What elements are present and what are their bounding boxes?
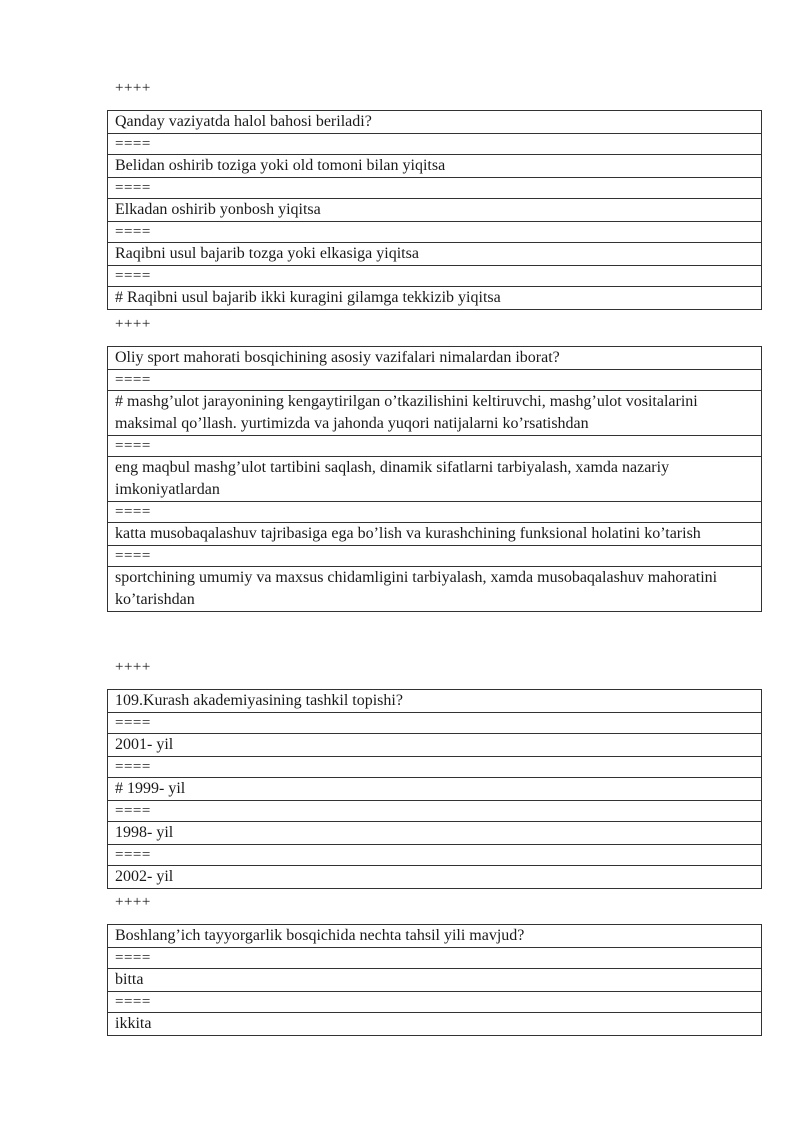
answer-option: Elkadan oshirib yonbosh yiqitsa: [108, 199, 762, 222]
option-separator: ====: [108, 266, 762, 287]
option-separator: ====: [108, 546, 762, 567]
option-separator: ====: [108, 992, 762, 1013]
answer-option: 2002- yil: [108, 866, 762, 889]
block-separator: ++++: [115, 316, 151, 332]
option-separator: ====: [108, 713, 762, 734]
option-separator: ====: [108, 502, 762, 523]
answer-option: eng maqbul mashg’ulot tartibini saqlash, dinamik sifatlarni tarbiyalash, xamda nazariy imkoniyatlardan: [108, 457, 762, 502]
answer-option-correct: # 1999- yil: [108, 778, 762, 801]
option-separator: ====: [108, 948, 762, 969]
option-separator: ====: [108, 436, 762, 457]
question-table-2: [107, 346, 762, 612]
option-separator: ====: [108, 757, 762, 778]
option-separator: ====: [108, 845, 762, 866]
answer-option: 1998- yil: [108, 822, 762, 845]
answer-option-correct: # Raqibni usul bajarib ikki kuragini gilamga tekkizib yiqitsa: [108, 287, 762, 310]
question-table-4: [107, 924, 762, 1036]
answer-option: sportchining umumiy va maxsus chidamligini tarbiyalash, xamda musobaqalashuv mahoratini ko’tarishdan: [108, 567, 762, 612]
option-separator: ====: [108, 801, 762, 822]
option-separator: ====: [108, 370, 762, 391]
option-separator: ====: [108, 178, 762, 199]
block-separator: ++++: [115, 80, 151, 96]
question-text: 109.Kurash akademiyasining tashkil topishi?: [108, 690, 762, 713]
question-table-1: [107, 110, 762, 310]
option-separator: ====: [108, 134, 762, 155]
question-text: Oliy sport mahorati bosqichining asosiy vazifalari nimalardan iborat?: [108, 347, 762, 370]
question-table-3: [107, 689, 762, 889]
answer-option-correct: # mashg’ulot jarayonining kengaytirilgan o’tkazilishini keltiruvchi, mashg’ulot vositalarini maksimal qo’llash. yurtimizda va jahonda yuqori natijalarni ko’rsatishdan: [108, 391, 762, 436]
answer-option: Raqibni usul bajarib tozga yoki elkasiga yiqitsa: [108, 243, 762, 266]
answer-option: Belidan oshirib toziga yoki old tomoni bilan yiqitsa: [108, 155, 762, 178]
block-separator: ++++: [115, 894, 151, 910]
question-text: Qanday vaziyatda halol bahosi beriladi?: [108, 111, 762, 134]
answer-option: bitta: [108, 969, 762, 992]
question-text: Boshlang’ich tayyorgarlik bosqichida nechta tahsil yili mavjud?: [108, 925, 762, 948]
answer-option: 2001- yil: [108, 734, 762, 757]
option-separator: ====: [108, 222, 762, 243]
block-separator: ++++: [115, 659, 151, 675]
answer-option: katta musobaqalashuv tajribasiga ega bo’lish va kurashchining funksional holatini ko’tarish: [108, 523, 762, 546]
answer-option: ikkita: [108, 1013, 762, 1036]
